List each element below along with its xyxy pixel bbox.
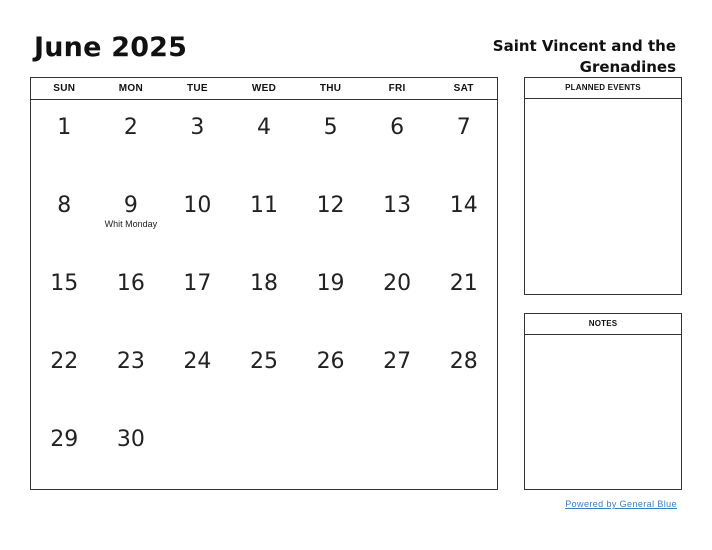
calendar-day-cell	[430, 412, 497, 490]
calendar-day-cell	[364, 334, 431, 412]
calendar-day-cell	[98, 178, 165, 256]
day-number: 25	[249, 349, 278, 374]
day-number: 30	[116, 427, 145, 452]
weekday-label: MON	[118, 83, 143, 94]
day-number: 1	[57, 115, 72, 140]
day-number: 27	[383, 349, 412, 374]
calendar-day-cell	[164, 412, 231, 490]
day-number	[430, 412, 497, 427]
calendar-day-cell	[297, 412, 364, 490]
day-number: 26	[316, 349, 345, 374]
day-number	[231, 412, 298, 427]
day-number: 20	[383, 271, 412, 296]
day-number: 17	[183, 271, 212, 296]
day-number: 22	[50, 349, 79, 374]
notes-heading: NOTES	[525, 314, 681, 335]
calendar-day-cell	[364, 412, 431, 490]
weekday-label: THU	[319, 83, 342, 94]
calendar-day-cell	[164, 334, 231, 412]
calendar-day-cell	[231, 334, 298, 412]
calendar-day-cell	[231, 178, 298, 256]
powered-by-link[interactable]: Powered by General Blue	[565, 499, 677, 509]
calendar-day-cell	[98, 334, 165, 412]
calendar-week-row	[31, 256, 497, 334]
calendar-day-cell	[231, 412, 298, 490]
calendar-day-cell	[164, 178, 231, 256]
weekday-label: TUE	[186, 83, 208, 94]
calendar-day-cell	[98, 100, 165, 178]
calendar-week-row	[31, 100, 497, 178]
calendar-day-cell	[231, 100, 298, 178]
day-number: 7	[456, 115, 471, 140]
weekday-label: FRI	[388, 83, 406, 94]
calendar-day-cell	[430, 334, 497, 412]
day-number: 18	[249, 271, 278, 296]
planned-events-heading: PLANNED EVENTS	[525, 78, 681, 99]
calendar-week-row	[31, 178, 497, 256]
day-number: 28	[449, 349, 478, 374]
calendar-week-row	[31, 412, 497, 490]
day-number: 3	[190, 115, 205, 140]
calendar-week-row	[31, 334, 497, 412]
calendar-day-cell	[98, 256, 165, 334]
holiday-label: Whit Monday	[104, 219, 158, 229]
day-number	[364, 412, 431, 427]
day-number: 15	[50, 271, 79, 296]
day-number: 16	[116, 271, 145, 296]
day-number: 9	[123, 193, 138, 218]
day-number: 13	[383, 193, 412, 218]
calendar-day-cell	[164, 100, 231, 178]
country-name: Saint Vincent and the Grenadines	[492, 37, 676, 76]
calendar-day-cell	[297, 178, 364, 256]
calendar-day-cell	[31, 412, 98, 490]
calendar-day-cell	[164, 256, 231, 334]
weekday-label: SAT	[453, 83, 474, 94]
day-number: 12	[316, 193, 345, 218]
calendar-day-cell	[31, 178, 98, 256]
day-number: 10	[183, 193, 212, 218]
calendar-grid	[30, 77, 498, 490]
day-number	[297, 412, 364, 427]
calendar-day-cell	[364, 178, 431, 256]
calendar-day-cell	[231, 256, 298, 334]
day-number: 11	[249, 193, 278, 218]
day-number: 24	[183, 349, 212, 374]
calendar-day-cell	[31, 100, 98, 178]
calendar-day-cell	[364, 100, 431, 178]
day-number: 6	[390, 115, 405, 140]
calendar-day-cell	[297, 334, 364, 412]
calendar-day-cell	[297, 256, 364, 334]
day-number: 14	[449, 193, 478, 218]
weekday-header-row	[31, 78, 497, 100]
day-number: 8	[57, 193, 72, 218]
weekday-label: SUN	[53, 83, 76, 94]
calendar-day-cell	[297, 100, 364, 178]
day-number: 19	[316, 271, 345, 296]
planned-events-panel	[524, 77, 682, 295]
day-number: 29	[50, 427, 79, 452]
month-title: June 2025	[34, 32, 188, 63]
calendar-day-cell	[430, 256, 497, 334]
calendar-weeks	[31, 100, 497, 490]
day-number: 21	[449, 271, 478, 296]
day-number: 4	[256, 115, 271, 140]
calendar-day-cell	[430, 100, 497, 178]
calendar-day-cell	[98, 412, 165, 490]
weekday-label: WED	[251, 83, 277, 94]
calendar-day-cell	[430, 178, 497, 256]
day-number: 2	[123, 115, 138, 140]
calendar-day-cell	[364, 256, 431, 334]
calendar-day-cell	[31, 334, 98, 412]
day-number: 5	[323, 115, 338, 140]
day-number: 23	[116, 349, 145, 374]
calendar-day-cell	[31, 256, 98, 334]
day-number	[164, 412, 231, 427]
notes-panel	[524, 313, 682, 490]
